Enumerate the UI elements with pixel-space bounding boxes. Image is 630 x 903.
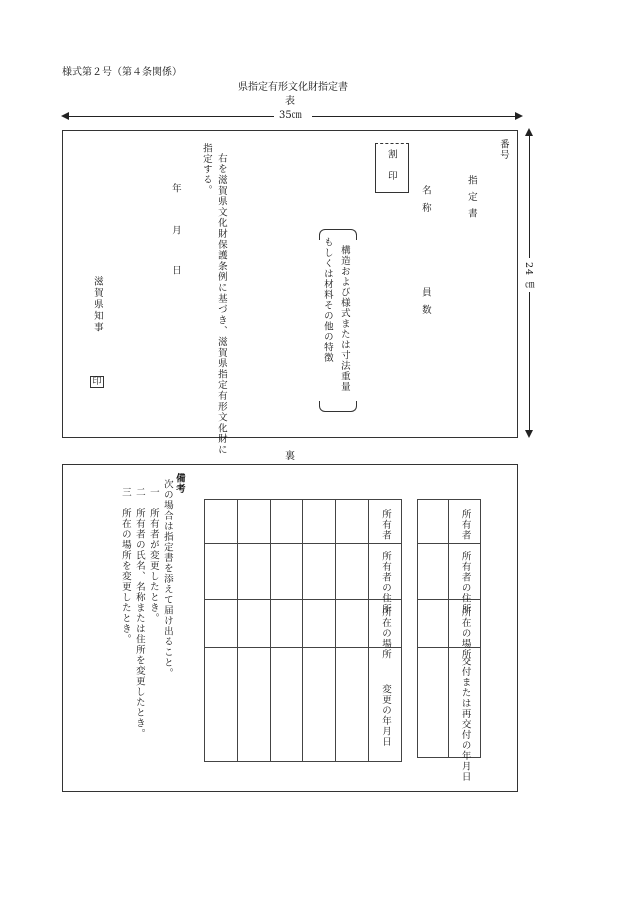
number-label: 番号 <box>497 139 509 160</box>
document-title: 県指定有形文化財指定書 <box>238 82 348 93</box>
arrow-right-icon <box>515 112 523 120</box>
back-sheet <box>62 464 518 792</box>
date-day: 日 <box>169 265 181 276</box>
change-header-owner-address: 所有者の住所 <box>379 550 391 614</box>
notes-item-2: 二 所有者の氏名、名称または住所を変更したとき。 <box>133 487 145 739</box>
width-arrow-right-line <box>312 116 517 117</box>
arrow-up-icon <box>525 128 533 136</box>
arrow-down-icon <box>525 430 533 438</box>
front-label: 表 <box>285 96 295 107</box>
width-arrow-left-line <box>66 116 274 117</box>
body-line-1: 右を滋賀県文化財保護条例に基づき、滋賀県指定有形文化財に <box>215 153 227 456</box>
governor-seal: 印 <box>90 376 104 388</box>
structure-line-1: 構造および様式または寸法重量 <box>338 245 350 392</box>
date-year: 年 <box>169 183 181 194</box>
change-header-change-date: 変更の年月日 <box>379 684 391 747</box>
height-arrow-top-line <box>529 136 530 258</box>
form-number: 様式第２号（第４条関係） <box>62 67 182 78</box>
front-sheet <box>62 130 518 456</box>
notes-item-1: 一 所有者が変更したとき。 <box>147 487 159 624</box>
certificate-label: 指定書 <box>465 175 477 225</box>
bracket-bottom <box>319 401 357 412</box>
change-record-table <box>204 499 402 762</box>
issuance-header-issue-date: 交付または再交付の年月日 <box>459 655 471 782</box>
height-arrow-bottom-line <box>529 292 530 432</box>
governor-title: 滋賀県知事 <box>91 276 103 334</box>
split-seal-label: 割印 <box>385 149 397 192</box>
issuance-record-table <box>417 499 481 782</box>
issuance-header-owner: 所有者 <box>459 508 471 541</box>
name-label: 名称 <box>419 185 431 220</box>
change-header-location: 所在の場所 <box>379 606 391 659</box>
body-line-2: 指定する。 <box>200 143 212 196</box>
notes-intro: 次の場合は指定書を添えて届け出ること。 <box>161 479 173 679</box>
arrow-left-icon <box>61 112 69 120</box>
date-month: 月 <box>169 225 181 236</box>
issuance-header-location: 所在の場所 <box>459 606 471 659</box>
back-label: 裏 <box>285 451 295 462</box>
issuance-header-owner-address: 所有者の住所 <box>459 550 471 614</box>
notes-title: 備考 <box>173 473 185 494</box>
width-label: 35㎝ <box>279 110 302 121</box>
notes-item-3: 三 所在の場所を変更したとき。 <box>119 487 131 645</box>
structure-line-2: もしくは材料その他の特徴 <box>321 237 333 363</box>
change-header-owner: 所有者 <box>379 508 391 541</box>
height-label: 24 ㎝ <box>522 262 534 291</box>
quantity-label: 員数 <box>419 287 431 322</box>
